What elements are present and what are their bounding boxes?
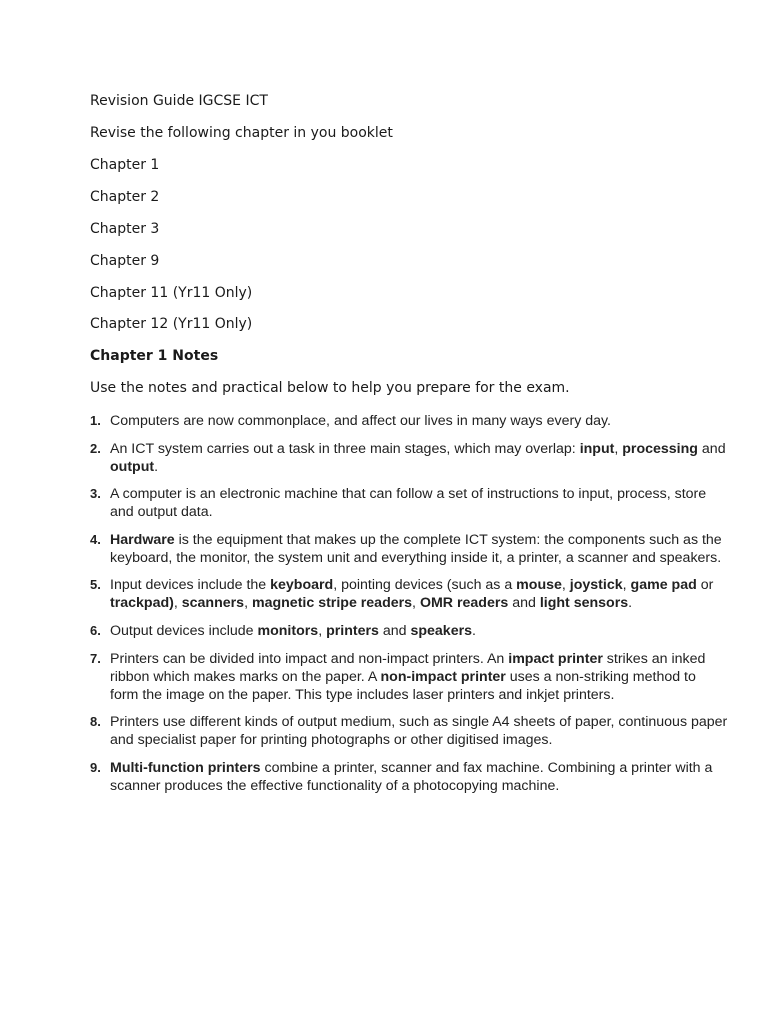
note-text: Computers are now commonplace, and affect our lives in many ways every day. [110,413,611,429]
doc-title: Revision Guide IGCSE ICT [90,93,268,109]
notes-heading: Chapter 1 Notes [90,348,219,364]
note-text: Input devices include the keyboard, pointing devices (such as a mouse, joystick, game pad or trackpad), scanners, magnetic stripe readers, OMR readers and light sensors. [110,577,714,611]
note-number: 4. [90,532,101,547]
note-text: A computer is an electronic machine that can follow a set of instructions to input, process, store and output data. [110,486,707,520]
note-number: 7. [90,651,101,666]
note-text: Printers use different kinds of output medium, such as single A4 sheets of paper, continuous paper and specialist paper for printing photographs or other digitised images. [110,714,728,748]
note-number: 6. [90,623,101,638]
chapter-item: Chapter 12 (Yr11 Only) [90,316,253,332]
notes-list [90,410,728,794]
note-item-8 [90,713,730,749]
note-item-6 [90,622,730,640]
note-number: 3. [90,486,101,501]
doc-instruction: Revise the following chapter in you booklet [90,125,393,141]
note-text: Printers can be divided into impact and non-impact printers. An impact printer strikes an inked ribbon which makes marks on the paper. A non-impact printer uses a non-striking method to form the image on the paper. This type includes laser printers and inkjet printers. [110,651,706,703]
chapter-item: Chapter 1 [90,157,160,173]
chapter-item: Chapter 2 [90,189,160,205]
chapter-item: Chapter 3 [90,221,160,237]
notes-intro: Use the notes and practical below to help you prepare for the exam. [90,380,570,396]
note-item-5 [90,576,730,612]
note-item-3 [90,485,730,521]
note-item-9 [90,759,730,795]
note-number: 1. [90,413,101,428]
note-item-1 [90,412,730,430]
note-text: Multi-function printers combine a printer, scanner and fax machine. Combining a printer with a scanner produces the effective functionality of a photocopying machine. [110,760,713,794]
note-item-2 [90,440,730,476]
chapter-item: Chapter 11 (Yr11 Only) [90,285,253,301]
note-number: 2. [90,441,101,456]
note-text: Output devices include monitors, printers and speakers. [110,623,476,639]
chapter-item: Chapter 9 [90,253,160,269]
note-text: An ICT system carries out a task in three main stages, which may overlap: input, processing and output. [110,441,726,475]
note-item-7 [90,650,730,704]
note-number: 9. [90,760,101,775]
note-number: 5. [90,577,101,592]
note-number: 8. [90,714,101,729]
note-item-4 [90,531,730,567]
note-text: Hardware is the equipment that makes up the complete ICT system: the components such as the keyboard, the monitor, the system unit and everything inside it, a printer, a scanner and speakers. [110,532,722,566]
